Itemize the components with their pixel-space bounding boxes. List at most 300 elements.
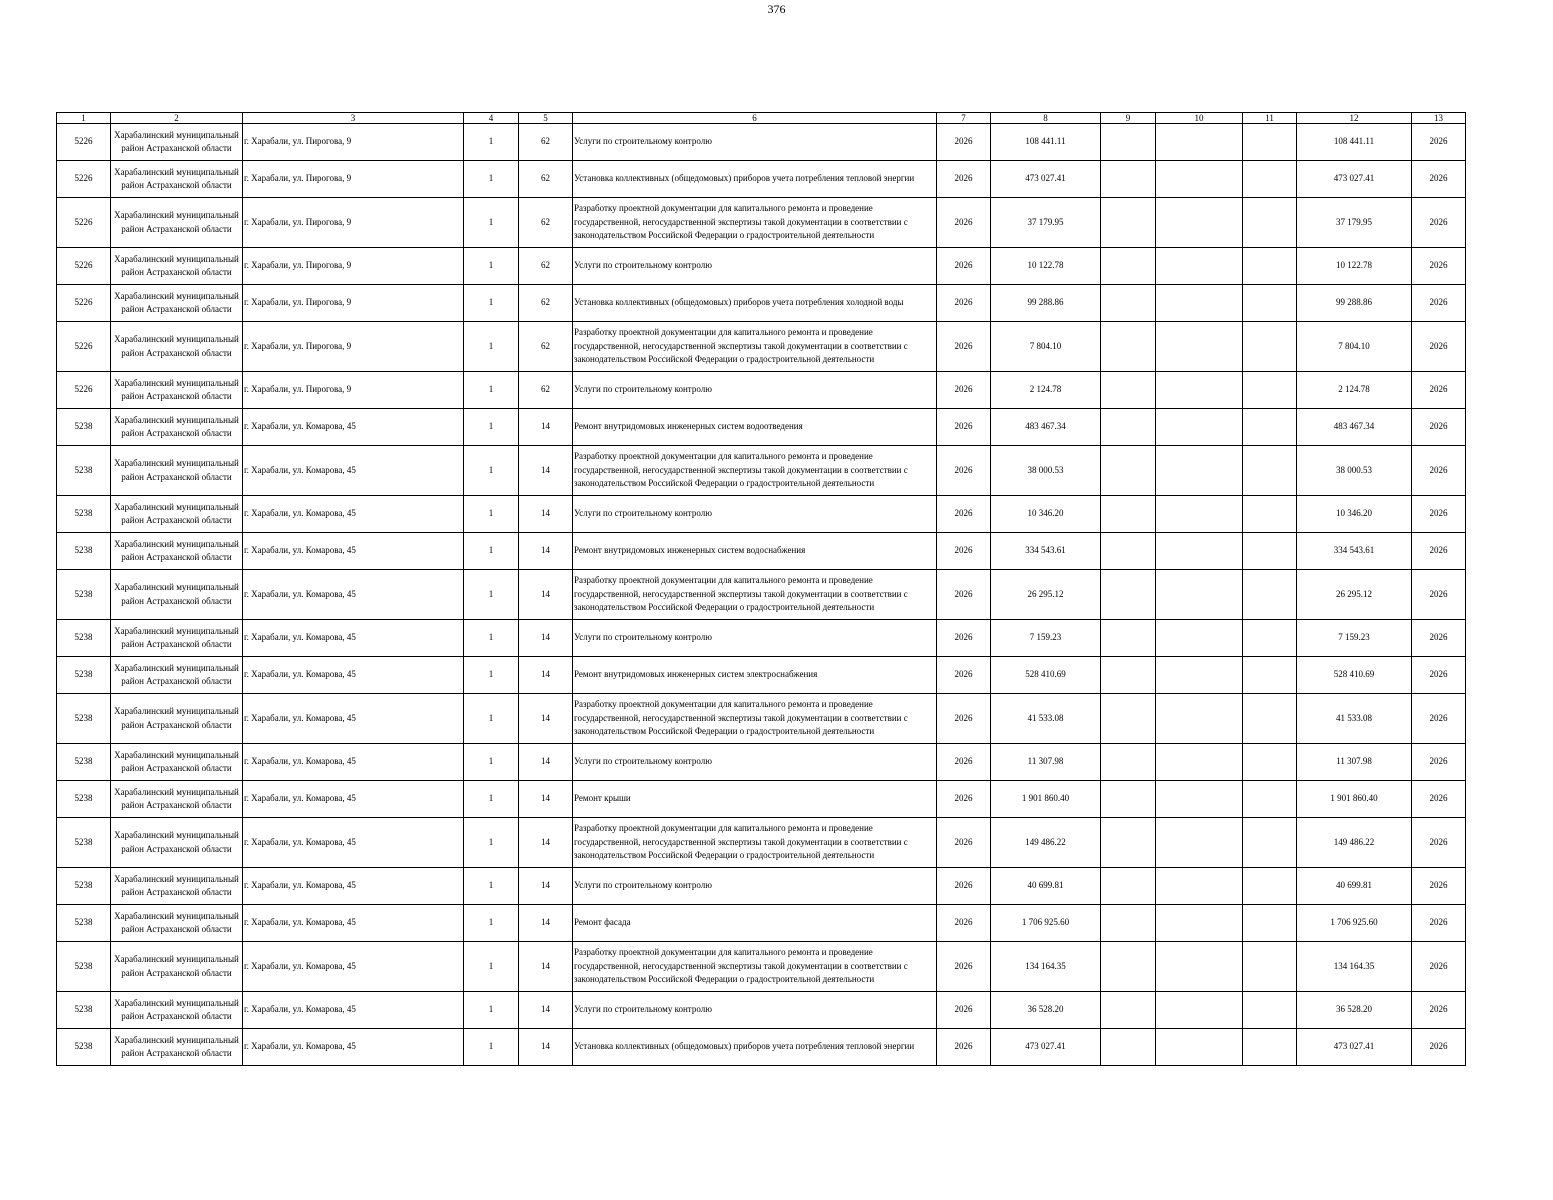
column-5-cell: 14 [519, 496, 573, 533]
column-10-cell [1156, 285, 1243, 322]
column-10-cell [1156, 818, 1243, 868]
column-11-cell [1243, 744, 1297, 781]
column-4-cell: 1 [464, 322, 519, 372]
amount-cell: 134 164.35 [991, 942, 1101, 992]
column-9-cell [1101, 372, 1156, 409]
column-5-cell: 62 [519, 372, 573, 409]
work-type-cell: Услуги по строительному контролю [573, 744, 937, 781]
column-9-cell [1101, 285, 1156, 322]
municipality-cell: Харабалинский муниципальный район Астраханской области [111, 781, 243, 818]
column-4-cell: 1 [464, 285, 519, 322]
column-5-cell: 14 [519, 1029, 573, 1066]
work-type-cell: Разработку проектной документации для капитального ремонта и проведение государственной, негосударственной экспертизы такой документации в соответствии с законодательством Российской Федерации о градостроительной деятельности [573, 694, 937, 744]
table-row [57, 570, 1466, 620]
table-row [57, 942, 1466, 992]
column-9-cell [1101, 868, 1156, 905]
table-row [57, 818, 1466, 868]
table-row [57, 285, 1466, 322]
completion-year-cell: 2026 [1412, 657, 1466, 694]
table-row [57, 409, 1466, 446]
column-10-cell [1156, 992, 1243, 1029]
column-11-cell [1243, 496, 1297, 533]
amount-cell: 473 027.41 [991, 1029, 1101, 1066]
table-body [57, 124, 1466, 1066]
table-row [57, 372, 1466, 409]
column-4-cell: 1 [464, 533, 519, 570]
address-cell: г. Харабали, ул. Комарова, 45 [243, 905, 464, 942]
column-number-header: 6 [573, 113, 937, 124]
row-code-cell: 5238 [57, 868, 111, 905]
completion-year-cell: 2026 [1412, 570, 1466, 620]
work-type-cell: Ремонт фасада [573, 905, 937, 942]
column-10-cell [1156, 409, 1243, 446]
column-11-cell [1243, 409, 1297, 446]
column-5-cell: 14 [519, 781, 573, 818]
address-cell: г. Харабали, ул. Комарова, 45 [243, 694, 464, 744]
address-cell: г. Харабали, ул. Пирогова, 9 [243, 285, 464, 322]
column-11-cell [1243, 1029, 1297, 1066]
table-row [57, 657, 1466, 694]
work-type-cell: Разработку проектной документации для капитального ремонта и проведение государственной, негосударственной экспертизы такой документации в соответствии с законодательством Российской Федерации о градостроительной деятельности [573, 198, 937, 248]
work-type-cell: Установка коллективных (общедомовых) приборов учета потребления холодной воды [573, 285, 937, 322]
table-row [57, 496, 1466, 533]
column-10-cell [1156, 781, 1243, 818]
work-type-cell: Услуги по строительному контролю [573, 496, 937, 533]
amount-cell: 11 307.98 [991, 744, 1101, 781]
column-5-cell: 14 [519, 744, 573, 781]
column-4-cell: 1 [464, 372, 519, 409]
column-5-cell: 14 [519, 818, 573, 868]
column-4-cell: 1 [464, 409, 519, 446]
row-code-cell: 5226 [57, 198, 111, 248]
year-cell: 2026 [937, 372, 991, 409]
municipality-cell: Харабалинский муниципальный район Астраханской области [111, 285, 243, 322]
total-cell: 134 164.35 [1297, 942, 1412, 992]
column-11-cell [1243, 322, 1297, 372]
work-type-cell: Услуги по строительному контролю [573, 868, 937, 905]
row-code-cell: 5238 [57, 620, 111, 657]
table-row [57, 868, 1466, 905]
work-type-cell: Услуги по строительному контролю [573, 620, 937, 657]
column-4-cell: 1 [464, 818, 519, 868]
column-number-header: 4 [464, 113, 519, 124]
table-row [57, 533, 1466, 570]
column-10-cell [1156, 322, 1243, 372]
column-11-cell [1243, 372, 1297, 409]
municipality-cell: Харабалинский муниципальный район Астраханской области [111, 942, 243, 992]
year-cell: 2026 [937, 285, 991, 322]
row-code-cell: 5238 [57, 818, 111, 868]
column-9-cell [1101, 124, 1156, 161]
table-row [57, 694, 1466, 744]
year-cell: 2026 [937, 198, 991, 248]
column-4-cell: 1 [464, 198, 519, 248]
total-cell: 1 901 860.40 [1297, 781, 1412, 818]
year-cell: 2026 [937, 868, 991, 905]
municipality-cell: Харабалинский муниципальный район Астраханской области [111, 657, 243, 694]
amount-cell: 2 124.78 [991, 372, 1101, 409]
total-cell: 36 528.20 [1297, 992, 1412, 1029]
table-row [57, 744, 1466, 781]
column-10-cell [1156, 905, 1243, 942]
municipality-cell: Харабалинский муниципальный район Астраханской области [111, 496, 243, 533]
year-cell: 2026 [937, 570, 991, 620]
work-type-cell: Разработку проектной документации для капитального ремонта и проведение государственной, негосударственной экспертизы такой документации в соответствии с законодательством Российской Федерации о градостроительной деятельности [573, 446, 937, 496]
total-cell: 528 410.69 [1297, 657, 1412, 694]
column-10-cell [1156, 694, 1243, 744]
address-cell: г. Харабали, ул. Пирогова, 9 [243, 372, 464, 409]
completion-year-cell: 2026 [1412, 744, 1466, 781]
year-cell: 2026 [937, 992, 991, 1029]
column-4-cell: 1 [464, 781, 519, 818]
work-type-cell: Ремонт внутридомовых инженерных систем водоотведения [573, 409, 937, 446]
column-4-cell: 1 [464, 744, 519, 781]
total-cell: 473 027.41 [1297, 1029, 1412, 1066]
amount-cell: 41 533.08 [991, 694, 1101, 744]
amount-cell: 483 467.34 [991, 409, 1101, 446]
column-11-cell [1243, 905, 1297, 942]
total-cell: 108 441.11 [1297, 124, 1412, 161]
municipality-cell: Харабалинский муниципальный район Астраханской области [111, 868, 243, 905]
column-11-cell [1243, 198, 1297, 248]
row-code-cell: 5238 [57, 992, 111, 1029]
total-cell: 483 467.34 [1297, 409, 1412, 446]
work-type-cell: Услуги по строительному контролю [573, 992, 937, 1029]
municipality-cell: Харабалинский муниципальный район Астраханской области [111, 620, 243, 657]
amount-cell: 36 528.20 [991, 992, 1101, 1029]
work-type-cell: Разработку проектной документации для капитального ремонта и проведение государственной, негосударственной экспертизы такой документации в соответствии с законодательством Российской Федерации о градостроительной деятельности [573, 322, 937, 372]
column-number-header: 3 [243, 113, 464, 124]
table-row [57, 781, 1466, 818]
column-5-cell: 62 [519, 198, 573, 248]
row-code-cell: 5238 [57, 570, 111, 620]
completion-year-cell: 2026 [1412, 620, 1466, 657]
column-4-cell: 1 [464, 1029, 519, 1066]
column-4-cell: 1 [464, 496, 519, 533]
completion-year-cell: 2026 [1412, 496, 1466, 533]
column-11-cell [1243, 124, 1297, 161]
total-cell: 26 295.12 [1297, 570, 1412, 620]
year-cell: 2026 [937, 818, 991, 868]
row-code-cell: 5238 [57, 694, 111, 744]
row-code-cell: 5226 [57, 322, 111, 372]
table-row [57, 322, 1466, 372]
page-number: 376 [767, 2, 786, 16]
amount-cell: 38 000.53 [991, 446, 1101, 496]
completion-year-cell: 2026 [1412, 818, 1466, 868]
column-11-cell [1243, 657, 1297, 694]
amount-cell: 99 288.86 [991, 285, 1101, 322]
column-11-cell [1243, 992, 1297, 1029]
municipality-cell: Харабалинский муниципальный район Астраханской области [111, 694, 243, 744]
address-cell: г. Харабали, ул. Комарова, 45 [243, 496, 464, 533]
year-cell: 2026 [937, 322, 991, 372]
total-cell: 7 804.10 [1297, 322, 1412, 372]
row-code-cell: 5226 [57, 124, 111, 161]
column-number-row [57, 113, 1466, 124]
completion-year-cell: 2026 [1412, 372, 1466, 409]
column-11-cell [1243, 446, 1297, 496]
table-row [57, 992, 1466, 1029]
address-cell: г. Харабали, ул. Пирогова, 9 [243, 248, 464, 285]
completion-year-cell: 2026 [1412, 942, 1466, 992]
address-cell: г. Харабали, ул. Комарова, 45 [243, 992, 464, 1029]
column-4-cell: 1 [464, 868, 519, 905]
address-cell: г. Харабали, ул. Комарова, 45 [243, 620, 464, 657]
amount-cell: 334 543.61 [991, 533, 1101, 570]
row-code-cell: 5226 [57, 248, 111, 285]
municipality-cell: Харабалинский муниципальный район Астраханской области [111, 124, 243, 161]
year-cell: 2026 [937, 533, 991, 570]
column-4-cell: 1 [464, 620, 519, 657]
column-10-cell [1156, 248, 1243, 285]
amount-cell: 10 346.20 [991, 496, 1101, 533]
address-cell: г. Харабали, ул. Комарова, 45 [243, 868, 464, 905]
address-cell: г. Харабали, ул. Комарова, 45 [243, 570, 464, 620]
column-9-cell [1101, 570, 1156, 620]
completion-year-cell: 2026 [1412, 285, 1466, 322]
row-code-cell: 5238 [57, 409, 111, 446]
column-10-cell [1156, 533, 1243, 570]
column-10-cell [1156, 868, 1243, 905]
total-cell: 334 543.61 [1297, 533, 1412, 570]
row-code-cell: 5238 [57, 446, 111, 496]
total-cell: 2 124.78 [1297, 372, 1412, 409]
municipality-cell: Харабалинский муниципальный район Астраханской области [111, 372, 243, 409]
column-4-cell: 1 [464, 446, 519, 496]
row-code-cell: 5238 [57, 744, 111, 781]
column-4-cell: 1 [464, 905, 519, 942]
work-type-cell: Разработку проектной документации для капитального ремонта и проведение государственной, негосударственной экспертизы такой документации в соответствии с законодательством Российской Федерации о градостроительной деятельности [573, 570, 937, 620]
column-9-cell [1101, 992, 1156, 1029]
amount-cell: 149 486.22 [991, 818, 1101, 868]
column-10-cell [1156, 1029, 1243, 1066]
year-cell: 2026 [937, 161, 991, 198]
total-cell: 41 533.08 [1297, 694, 1412, 744]
municipality-cell: Харабалинский муниципальный район Астраханской области [111, 161, 243, 198]
column-5-cell: 14 [519, 533, 573, 570]
completion-year-cell: 2026 [1412, 198, 1466, 248]
column-4-cell: 1 [464, 570, 519, 620]
year-cell: 2026 [937, 496, 991, 533]
column-11-cell [1243, 781, 1297, 818]
column-9-cell [1101, 248, 1156, 285]
amount-cell: 7 159.23 [991, 620, 1101, 657]
municipality-cell: Харабалинский муниципальный район Астраханской области [111, 905, 243, 942]
capital-repair-table [56, 112, 1466, 1066]
row-code-cell: 5238 [57, 533, 111, 570]
column-11-cell [1243, 818, 1297, 868]
column-11-cell [1243, 248, 1297, 285]
address-cell: г. Харабали, ул. Комарова, 45 [243, 409, 464, 446]
column-10-cell [1156, 198, 1243, 248]
address-cell: г. Харабали, ул. Комарова, 45 [243, 942, 464, 992]
work-type-cell: Ремонт внутридомовых инженерных систем водоснабжения [573, 533, 937, 570]
column-number-header: 8 [991, 113, 1101, 124]
column-5-cell: 14 [519, 694, 573, 744]
amount-cell: 1 901 860.40 [991, 781, 1101, 818]
completion-year-cell: 2026 [1412, 905, 1466, 942]
column-5-cell: 14 [519, 570, 573, 620]
column-10-cell [1156, 446, 1243, 496]
column-4-cell: 1 [464, 992, 519, 1029]
column-9-cell [1101, 1029, 1156, 1066]
amount-cell: 26 295.12 [991, 570, 1101, 620]
column-9-cell [1101, 533, 1156, 570]
total-cell: 7 159.23 [1297, 620, 1412, 657]
column-11-cell [1243, 285, 1297, 322]
column-number-header: 9 [1101, 113, 1156, 124]
column-5-cell: 62 [519, 248, 573, 285]
year-cell: 2026 [937, 694, 991, 744]
completion-year-cell: 2026 [1412, 868, 1466, 905]
work-type-cell: Ремонт крыши [573, 781, 937, 818]
municipality-cell: Харабалинский муниципальный район Астраханской области [111, 992, 243, 1029]
column-number-header: 13 [1412, 113, 1466, 124]
column-10-cell [1156, 372, 1243, 409]
amount-cell: 528 410.69 [991, 657, 1101, 694]
column-11-cell [1243, 533, 1297, 570]
column-number-header: 11 [1243, 113, 1297, 124]
work-type-cell: Услуги по строительному контролю [573, 248, 937, 285]
work-type-cell: Разработку проектной документации для капитального ремонта и проведение государственной, негосударственной экспертизы такой документации в соответствии с законодательством Российской Федерации о градостроительной деятельности [573, 818, 937, 868]
column-9-cell [1101, 161, 1156, 198]
year-cell: 2026 [937, 657, 991, 694]
column-10-cell [1156, 496, 1243, 533]
column-9-cell [1101, 322, 1156, 372]
row-code-cell: 5238 [57, 496, 111, 533]
total-cell: 10 122.78 [1297, 248, 1412, 285]
municipality-cell: Харабалинский муниципальный район Астраханской области [111, 322, 243, 372]
column-5-cell: 62 [519, 285, 573, 322]
amount-cell: 108 441.11 [991, 124, 1101, 161]
column-5-cell: 14 [519, 620, 573, 657]
column-11-cell [1243, 161, 1297, 198]
column-10-cell [1156, 620, 1243, 657]
column-9-cell [1101, 942, 1156, 992]
column-9-cell [1101, 496, 1156, 533]
municipality-cell: Харабалинский муниципальный район Астраханской области [111, 446, 243, 496]
completion-year-cell: 2026 [1412, 533, 1466, 570]
completion-year-cell: 2026 [1412, 248, 1466, 285]
column-5-cell: 14 [519, 409, 573, 446]
address-cell: г. Харабали, ул. Пирогова, 9 [243, 322, 464, 372]
column-4-cell: 1 [464, 248, 519, 285]
column-5-cell: 14 [519, 992, 573, 1029]
column-number-header: 5 [519, 113, 573, 124]
column-number-header: 10 [1156, 113, 1243, 124]
column-10-cell [1156, 744, 1243, 781]
column-9-cell [1101, 694, 1156, 744]
row-code-cell: 5226 [57, 372, 111, 409]
municipality-cell: Харабалинский муниципальный район Астраханской области [111, 1029, 243, 1066]
column-9-cell [1101, 446, 1156, 496]
municipality-cell: Харабалинский муниципальный район Астраханской области [111, 198, 243, 248]
address-cell: г. Харабали, ул. Пирогова, 9 [243, 124, 464, 161]
column-5-cell: 62 [519, 322, 573, 372]
year-cell: 2026 [937, 446, 991, 496]
column-11-cell [1243, 868, 1297, 905]
amount-cell: 473 027.41 [991, 161, 1101, 198]
column-9-cell [1101, 409, 1156, 446]
address-cell: г. Харабали, ул. Пирогова, 9 [243, 161, 464, 198]
completion-year-cell: 2026 [1412, 322, 1466, 372]
column-number-header: 12 [1297, 113, 1412, 124]
column-number-header: 1 [57, 113, 111, 124]
work-type-cell: Услуги по строительному контролю [573, 372, 937, 409]
address-cell: г. Харабали, ул. Пирогова, 9 [243, 198, 464, 248]
total-cell: 40 699.81 [1297, 868, 1412, 905]
total-cell: 11 307.98 [1297, 744, 1412, 781]
year-cell: 2026 [937, 620, 991, 657]
address-cell: г. Харабали, ул. Комарова, 45 [243, 657, 464, 694]
amount-cell: 37 179.95 [991, 198, 1101, 248]
year-cell: 2026 [937, 124, 991, 161]
amount-cell: 40 699.81 [991, 868, 1101, 905]
column-4-cell: 1 [464, 161, 519, 198]
municipality-cell: Харабалинский муниципальный район Астраханской области [111, 818, 243, 868]
table-row [57, 198, 1466, 248]
total-cell: 473 027.41 [1297, 161, 1412, 198]
total-cell: 149 486.22 [1297, 818, 1412, 868]
municipality-cell: Харабалинский муниципальный район Астраханской области [111, 744, 243, 781]
address-cell: г. Харабали, ул. Комарова, 45 [243, 446, 464, 496]
column-11-cell [1243, 620, 1297, 657]
municipality-cell: Харабалинский муниципальный район Астраханской области [111, 409, 243, 446]
column-10-cell [1156, 657, 1243, 694]
work-type-cell: Услуги по строительному контролю [573, 124, 937, 161]
row-code-cell: 5238 [57, 905, 111, 942]
completion-year-cell: 2026 [1412, 1029, 1466, 1066]
work-type-cell: Установка коллективных (общедомовых) приборов учета потребления тепловой энергии [573, 161, 937, 198]
year-cell: 2026 [937, 1029, 991, 1066]
work-type-cell: Ремонт внутридомовых инженерных систем электроснабжения [573, 657, 937, 694]
column-5-cell: 62 [519, 161, 573, 198]
column-number-header: 7 [937, 113, 991, 124]
column-5-cell: 14 [519, 905, 573, 942]
address-cell: г. Харабали, ул. Комарова, 45 [243, 1029, 464, 1066]
year-cell: 2026 [937, 744, 991, 781]
total-cell: 1 706 925.60 [1297, 905, 1412, 942]
amount-cell: 1 706 925.60 [991, 905, 1101, 942]
column-9-cell [1101, 620, 1156, 657]
row-code-cell: 5238 [57, 942, 111, 992]
address-cell: г. Харабали, ул. Комарова, 45 [243, 818, 464, 868]
row-code-cell: 5226 [57, 161, 111, 198]
completion-year-cell: 2026 [1412, 161, 1466, 198]
amount-cell: 10 122.78 [991, 248, 1101, 285]
total-cell: 99 288.86 [1297, 285, 1412, 322]
municipality-cell: Харабалинский муниципальный район Астраханской области [111, 570, 243, 620]
column-9-cell [1101, 657, 1156, 694]
municipality-cell: Харабалинский муниципальный район Астраханской области [111, 533, 243, 570]
table-row [57, 446, 1466, 496]
column-9-cell [1101, 781, 1156, 818]
column-number-header: 2 [111, 113, 243, 124]
municipality-cell: Харабалинский муниципальный район Астраханской области [111, 248, 243, 285]
table-row [57, 161, 1466, 198]
total-cell: 37 179.95 [1297, 198, 1412, 248]
year-cell: 2026 [937, 905, 991, 942]
column-11-cell [1243, 694, 1297, 744]
column-10-cell [1156, 124, 1243, 161]
completion-year-cell: 2026 [1412, 992, 1466, 1029]
table-row [57, 248, 1466, 285]
column-4-cell: 1 [464, 694, 519, 744]
column-4-cell: 1 [464, 124, 519, 161]
column-4-cell: 1 [464, 657, 519, 694]
completion-year-cell: 2026 [1412, 694, 1466, 744]
